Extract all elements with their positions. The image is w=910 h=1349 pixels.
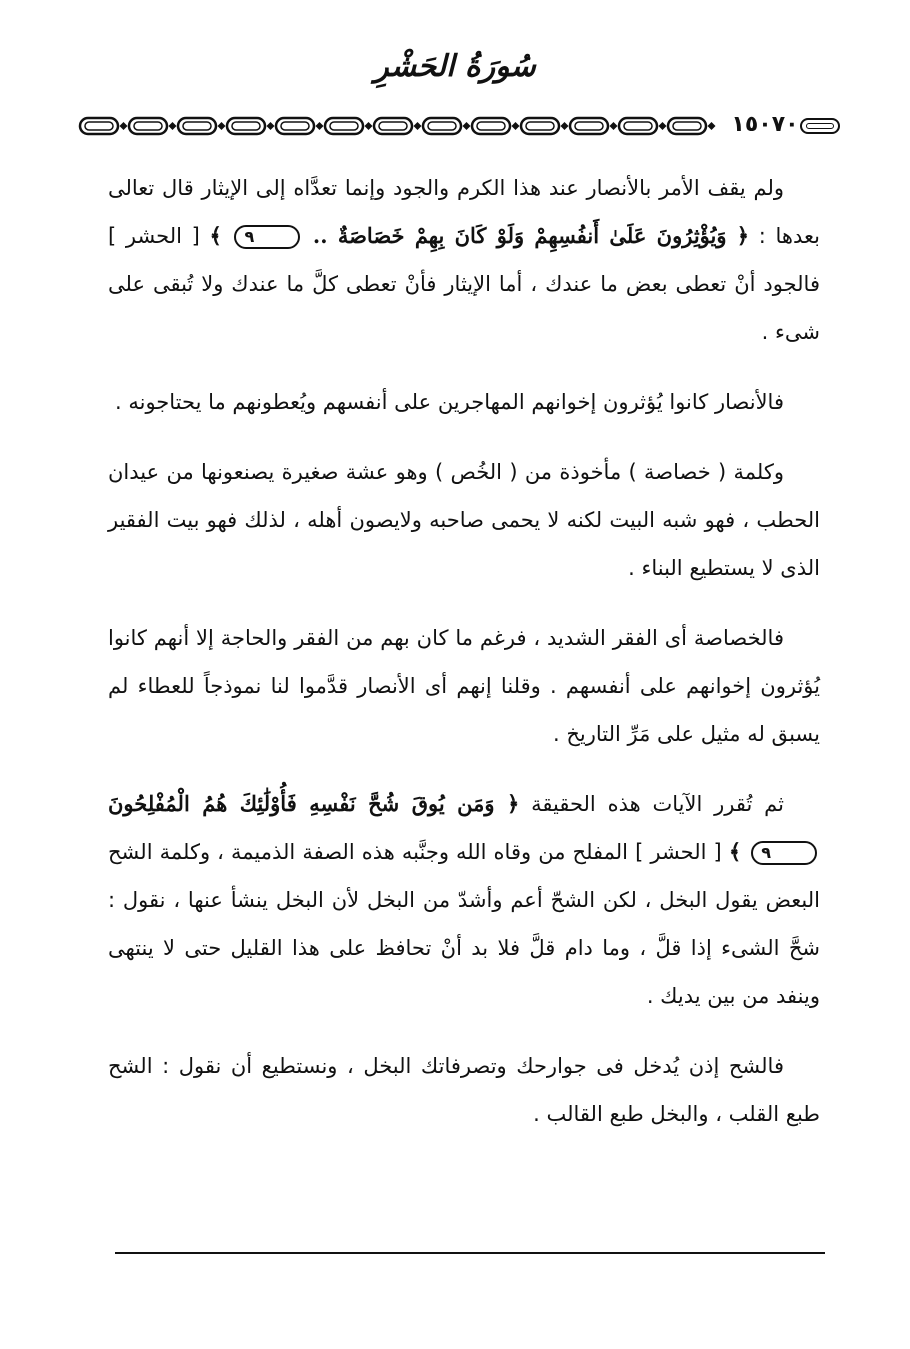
- ornament-diamond: [365, 122, 373, 130]
- quran-verse-1: ﴿ وَيُؤْثِرُونَ عَلَىٰ أَنفُسِهِمْ وَلَوْ كَانَ بِهِمْ خَصَاصَةٌ ..: [312, 223, 750, 248]
- ornament-diamond: [218, 122, 226, 130]
- ornament-link-inner: [379, 122, 407, 130]
- verse-number-badge-1: ٩: [234, 225, 300, 249]
- ornament-link-inner: [281, 122, 309, 130]
- ornament-diamond: [414, 122, 422, 130]
- paragraph-5-rest: [ الحشر ] المفلح من وقاه الله وجنَّبه هذه الصفة الذميمة ، وكلمة الشح البعض يقول البخل ، لكن الشحّ أعم وأشدّ من البخل لأن البخل ينشأ عنها ، نقول : شحَّ الشىء إذا قلَّ ، وما دام قلَّ فلا بد أنْ تحافظ على هذا القليل حتى لا ينتهى وينفد من بين يديك .: [108, 840, 820, 1008]
- ornament-link-inner: [330, 122, 358, 130]
- verse-number-badge-2: ٩: [751, 841, 817, 865]
- paragraph-5: [108, 780, 820, 1020]
- quran-verse-2: ﴿ وَمَن يُوقَ شُحَّ نَفْسِهِ فَأُوْلَٰئِكَ هُمُ الْمُفْلِحُونَ: [108, 791, 520, 816]
- paragraph-5-intro: ثم تُقرر الآيات هذه الحقيقة: [531, 792, 784, 816]
- ornament-diamond: [169, 122, 177, 130]
- ornament-diamond: [708, 122, 716, 130]
- ornament-diamond: [561, 122, 569, 130]
- ornament-link-inner: [526, 122, 554, 130]
- paragraph-4: فالخصاصة أى الفقر الشديد ، فرغم ما كان بهم من الفقر والحاجة إلا أنهم كانوا يُؤثرون إخوانهم على أنفسهم . وقلنا إنهم أى الأنصار قدَّموا لنا نموذجاً للعطاء لم يسبق له مثيل على مَرِّ التاريخ .: [108, 626, 820, 746]
- ornament-diamond: [120, 122, 128, 130]
- ornament-link-inner: [624, 122, 652, 130]
- ornament-diamond: [610, 122, 618, 130]
- ornament-diamond: [659, 122, 667, 130]
- ornament-link-inner: [134, 122, 162, 130]
- ornament-link-inner: [85, 122, 113, 130]
- ornament-link-inner: [477, 122, 505, 130]
- paragraph-1-rest: [ الحشر ] فالجود أنْ تعطى بعض ما عندك ، أما الإيثار فأنْ تعطى كلَّ ما عندك ولا تُبقى على شىء .: [108, 224, 820, 344]
- ornament-link-inner: [673, 122, 701, 130]
- ornament-link-inner: [575, 122, 603, 130]
- ornament-diamond: [512, 122, 520, 130]
- page-number: ١٥٠٧٠: [731, 112, 799, 137]
- paragraph-1: [108, 164, 820, 356]
- body-text: [108, 164, 820, 1160]
- verse-close-bracket-2: ﴾: [728, 839, 742, 864]
- ornament-link-inner: [232, 122, 260, 130]
- ornament-diamond: [463, 122, 471, 130]
- footer-rule: [115, 1252, 825, 1254]
- ornament-diamond: [316, 122, 324, 130]
- surah-title: سُورَةُ الحَشْرِ: [374, 49, 536, 84]
- ornamental-border-divider: [78, 113, 728, 139]
- ornament-end-cap: [800, 118, 840, 134]
- ornament-link-inner: [428, 122, 456, 130]
- ornament-link-inner: [183, 122, 211, 130]
- paragraph-6: فالشح إذن يُدخل فى جوارحك وتصرفاتك البخل ، ونستطيع أن نقول : الشح طبع القلب ، والبخل طبع القالب .: [108, 1054, 820, 1126]
- paragraph-2: فالأنصار كانوا يُؤثرون إخوانهم المهاجرين على أنفسهم ويُعطونهم ما يحتاجونه .: [115, 390, 784, 414]
- ornament-diamond: [267, 122, 275, 130]
- verse-close-bracket-1: ﴾: [209, 223, 222, 248]
- paragraph-3: وكلمة ( خصاصة ) مأخوذة من ( الخُص ) وهو عشة صغيرة يصنعونها من عيدان الحطب ، فهو شبه البيت لكنه لا يحمى صاحبه ولايصون أهله ، لذلك فهو بيت الفقير الذى لا يستطيع البناء .: [108, 460, 820, 580]
- paragraph-1-intro: ولم يقف الأمر بالأنصار عند هذا الكرم والجود وإنما تعدَّاه إلى الإيثار قال تعالى بعدها :: [108, 176, 820, 248]
